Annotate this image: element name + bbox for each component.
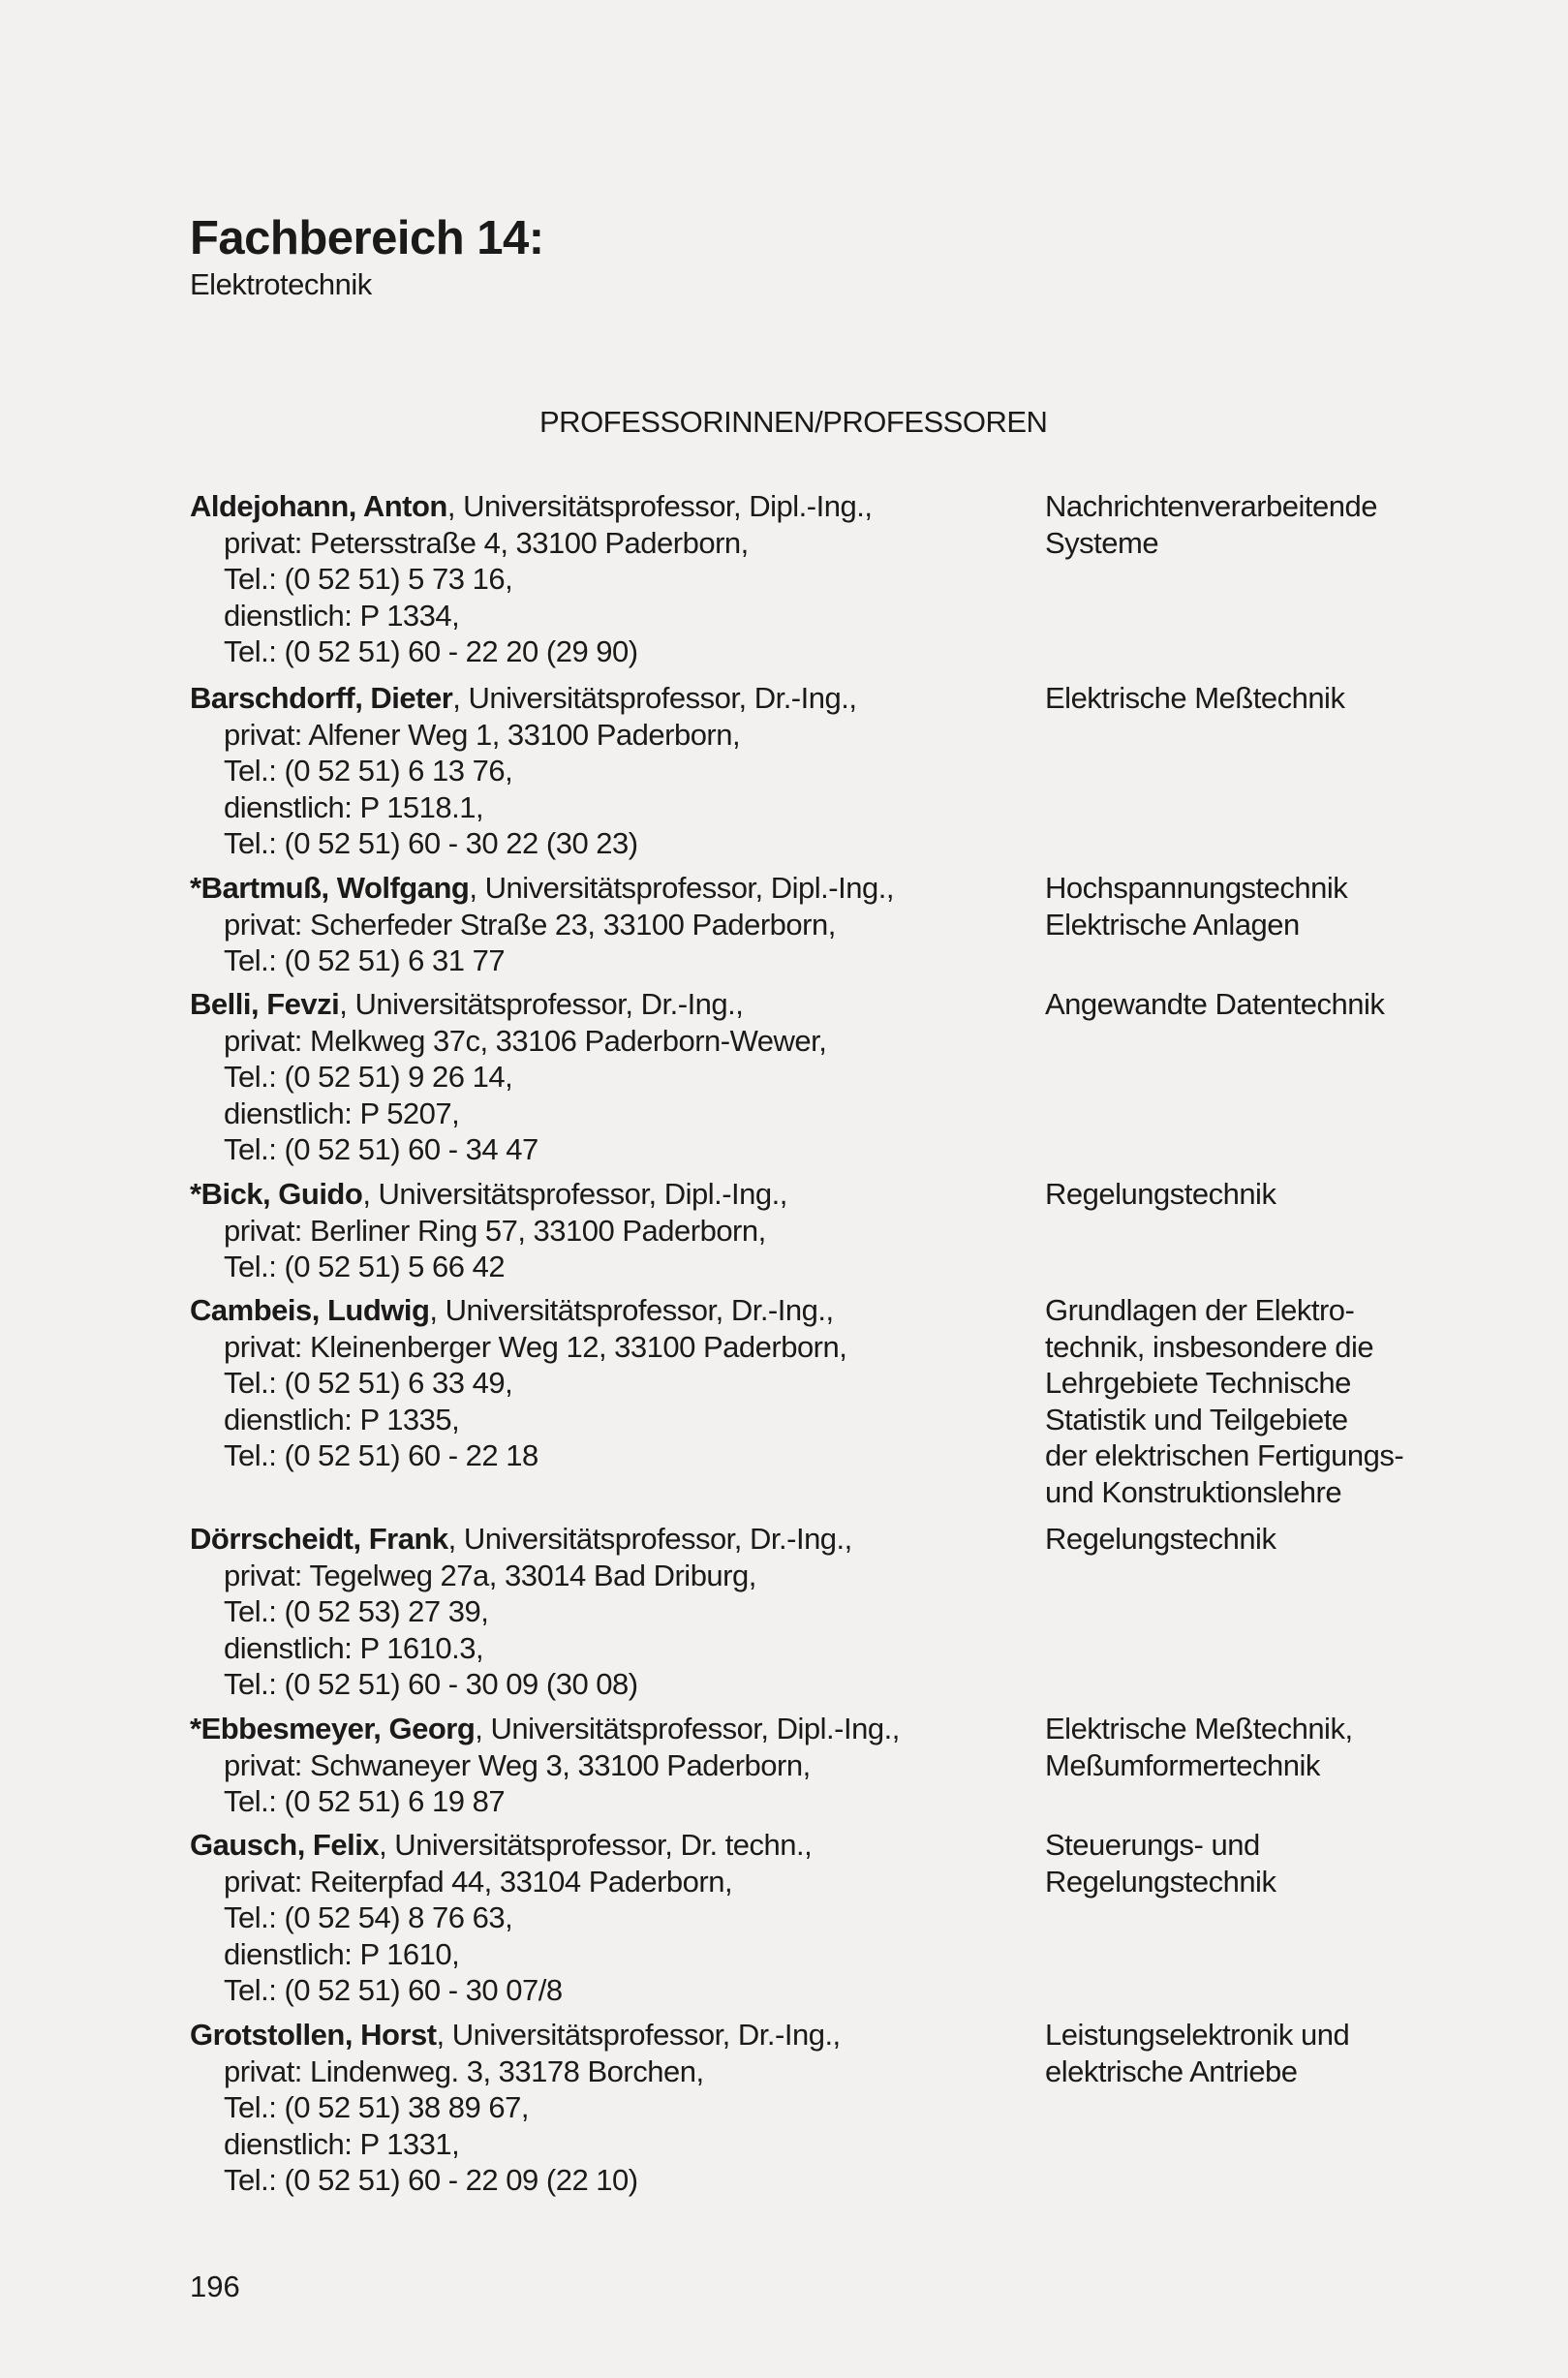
person-name: *Bartmuß, Wolfgang <box>190 871 470 905</box>
contact-line: Tel.: (0 52 53) 27 39, <box>224 1594 489 1628</box>
person-block <box>190 1292 1023 1474</box>
research-field-line: Steuerungs- und <box>1045 1828 1260 1862</box>
research-field <box>1045 1292 1471 1510</box>
person-name: Dörrscheidt, Frank <box>190 1522 448 1556</box>
page-title: Fachbereich 14: <box>190 212 544 264</box>
page-subtitle: Elektrotechnik <box>190 267 372 301</box>
person-title: , Universitätsprofessor, Dr.-Ing., <box>429 1293 834 1327</box>
person-name: Barschdorff, Dieter <box>190 681 453 715</box>
contact-line: Tel.: (0 52 51) 60 - 30 22 (30 23) <box>224 826 638 860</box>
research-field-line: Elektrische Anlagen <box>1045 907 1300 942</box>
contact-line: privat: Melkweg 37c, 33106 Paderborn-Wewer, <box>224 1023 827 1058</box>
person-title: , Universitätsprofessor, Dr.-Ing., <box>447 1522 852 1556</box>
person-name: *Ebbesmeyer, Georg <box>190 1712 476 1745</box>
research-field <box>1045 488 1471 561</box>
page-number: 196 <box>190 2270 240 2303</box>
research-field <box>1045 986 1471 1023</box>
section-heading: PROFESSORINNEN/PROFESSOREN <box>539 405 1048 439</box>
research-field <box>1045 1827 1471 1899</box>
person-name: Cambeis, Ludwig <box>190 1293 430 1327</box>
research-field-line: Grundlagen der Elektro- <box>1045 1293 1355 1327</box>
contact-line: Tel.: (0 52 51) 6 31 77 <box>224 943 506 977</box>
contact-line: Tel.: (0 52 51) 6 19 87 <box>224 1784 506 1818</box>
contact-line: Tel.: (0 52 51) 5 73 16, <box>224 562 513 596</box>
person-heading <box>190 870 1023 907</box>
contact-line: Tel.: (0 52 51) 60 - 22 20 (29 90) <box>224 634 638 668</box>
person-block <box>190 1521 1023 1703</box>
research-field <box>1045 2017 1471 2089</box>
research-field-line: Elektrische Meßtechnik, <box>1045 1712 1353 1745</box>
contact-line: privat: Petersstraße 4, 33100 Paderborn, <box>224 525 749 560</box>
research-field-line: elektrische Antriebe <box>1045 2054 1298 2088</box>
person-block <box>190 2017 1023 2199</box>
contact-line: dienstlich: P 1334, <box>224 598 460 633</box>
person-block <box>190 488 1023 670</box>
research-field-line: Elektrische Meßtechnik <box>1045 681 1345 715</box>
contact-line: privat: Kleinenberger Weg 12, 33100 Paderborn, <box>224 1329 847 1364</box>
contact-line: privat: Berliner Ring 57, 33100 Paderborn, <box>224 1213 766 1248</box>
person-title: , Universitätsprofessor, Dipl.-Ing., <box>446 489 873 523</box>
person-block <box>190 870 1023 979</box>
person-name: Grotstollen, Horst <box>190 2018 437 2052</box>
person-heading <box>190 1176 1023 1213</box>
contact-line: dienstlich: P 1335, <box>224 1402 460 1436</box>
contact-line: dienstlich: P 5207, <box>224 1096 460 1130</box>
person-title: , Universitätsprofessor, Dr.-Ing., <box>436 2018 841 2052</box>
research-field-line: Regelungstechnik <box>1045 1177 1276 1211</box>
research-field-line: Lehrgebiete Technische <box>1045 1366 1351 1400</box>
contact-line: Tel.: (0 52 51) 60 - 30 09 (30 08) <box>224 1667 638 1701</box>
research-field-line: und Konstruktionslehre <box>1045 1474 1342 1509</box>
contact-line: Tel.: (0 52 51) 60 - 22 09 (22 10) <box>224 2163 638 2197</box>
contact-line: Tel.: (0 52 51) 60 - 34 47 <box>224 1132 538 1166</box>
person-title: , Universitätsprofessor, Dipl.-Ing., <box>362 1177 787 1211</box>
person-heading <box>190 1521 1023 1558</box>
person-name: *Bick, Guido <box>190 1177 363 1211</box>
contact-line: dienstlich: P 1610, <box>224 1936 460 1971</box>
contact-line: privat: Scherfeder Straße 23, 33100 Paderborn, <box>224 907 836 942</box>
research-field-line: Systeme <box>1045 525 1159 560</box>
research-field-line: Statistik und Teilgebiete <box>1045 1402 1348 1436</box>
contact-line: dienstlich: P 1610.3, <box>224 1630 484 1665</box>
research-field-line: Nachrichtenverarbeitende <box>1045 489 1377 523</box>
contact-line: Tel.: (0 52 51) 60 - 22 18 <box>224 1438 538 1472</box>
research-field-line: Hochspannungstechnik <box>1045 871 1348 905</box>
research-field <box>1045 1711 1471 1783</box>
person-heading <box>190 1827 1023 1864</box>
person-heading <box>190 1711 1023 1747</box>
person-title: , Universitätsprofessor, Dipl.-Ing., <box>469 871 894 905</box>
research-field-line: Regelungstechnik <box>1045 1522 1276 1556</box>
contact-line: Tel.: (0 52 51) 9 26 14, <box>224 1060 513 1094</box>
contact-line: Tel.: (0 52 54) 8 76 63, <box>224 1900 513 1934</box>
person-heading <box>190 986 1023 1023</box>
research-field <box>1045 1521 1471 1558</box>
research-field-line: Regelungstechnik <box>1045 1864 1276 1899</box>
person-heading <box>190 1292 1023 1329</box>
research-field-line: technik, insbesondere die <box>1045 1329 1374 1364</box>
person-block <box>190 986 1023 1168</box>
contact-line: Tel.: (0 52 51) 6 13 76, <box>224 754 513 788</box>
contact-line: Tel.: (0 52 51) 6 33 49, <box>224 1366 513 1400</box>
research-field <box>1045 680 1471 717</box>
contact-line: privat: Schwaneyer Weg 3, 33100 Paderborn, <box>224 1747 811 1782</box>
contact-line: dienstlich: P 1518.1, <box>224 789 484 824</box>
contact-line: Tel.: (0 52 51) 38 89 67, <box>224 2090 529 2124</box>
person-name: Belli, Fevzi <box>190 987 340 1021</box>
person-block <box>190 1711 1023 1820</box>
contact-line: Tel.: (0 52 51) 60 - 30 07/8 <box>224 1973 563 2007</box>
person-block <box>190 680 1023 862</box>
research-field <box>1045 870 1471 942</box>
research-field-line: Leistungselektronik und <box>1045 2018 1350 2052</box>
research-field <box>1045 1176 1471 1213</box>
contact-line: privat: Reiterpfad 44, 33104 Paderborn, <box>224 1864 733 1899</box>
contact-line: privat: Alfener Weg 1, 33100 Paderborn, <box>224 717 741 752</box>
person-block <box>190 1176 1023 1285</box>
contact-line: privat: Tegelweg 27a, 33014 Bad Driburg, <box>224 1558 756 1592</box>
person-title: , Universitätsprofessor, Dr.-Ing., <box>339 987 744 1021</box>
person-heading <box>190 2017 1023 2054</box>
person-heading <box>190 680 1023 717</box>
person-block <box>190 1827 1023 2009</box>
person-title: , Universitätsprofessor, Dipl.-Ing., <box>475 1712 900 1745</box>
person-name: Gausch, Felix <box>190 1828 380 1862</box>
research-field-line: Meßumformertechnik <box>1045 1747 1320 1782</box>
person-title: , Universitätsprofessor, Dr. techn., <box>379 1828 813 1862</box>
research-field-line: Angewandte Datentechnik <box>1045 987 1385 1021</box>
person-name: Aldejohann, Anton <box>190 489 447 523</box>
person-title: , Universitätsprofessor, Dr.-Ing., <box>452 681 857 715</box>
contact-line: Tel.: (0 52 51) 5 66 42 <box>224 1250 506 1283</box>
person-heading <box>190 488 1023 525</box>
research-field-line: der elektrischen Fertigungs- <box>1045 1438 1404 1472</box>
contact-line: dienstlich: P 1331, <box>224 2126 460 2161</box>
contact-line: privat: Lindenweg. 3, 33178 Borchen, <box>224 2054 704 2088</box>
